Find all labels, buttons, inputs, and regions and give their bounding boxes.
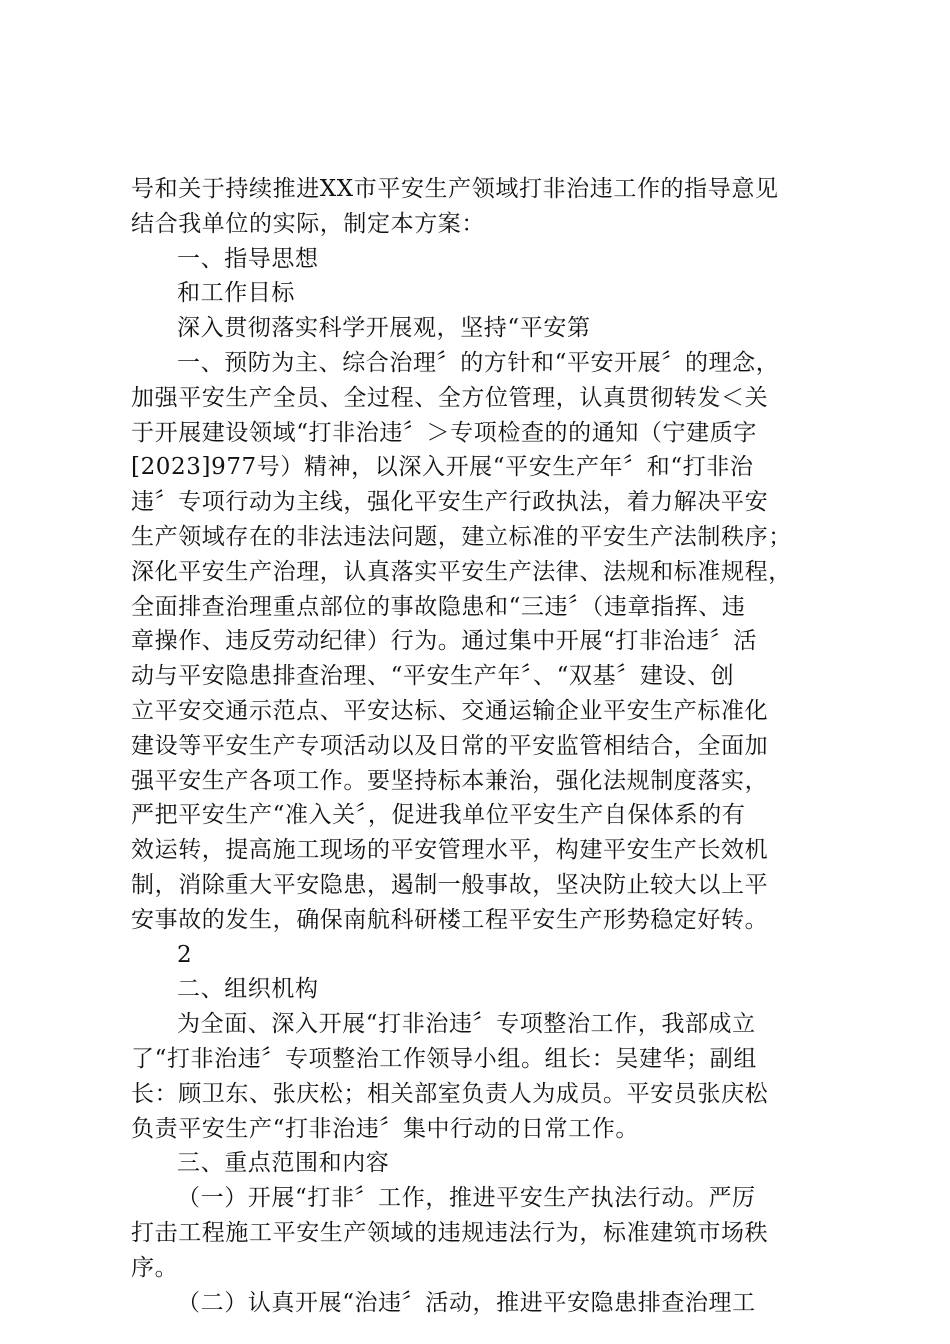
section-heading: 三、重点范围和内容 bbox=[177, 1150, 390, 1177]
text-line: 建设等平安生产专项活动以及日常的平安监管相结合，全面加 bbox=[131, 732, 769, 759]
text-line: 序。 bbox=[131, 1254, 179, 1281]
text-line: 结合我单位的实际，制定本方案： bbox=[131, 210, 485, 237]
text-line: 和工作目标 bbox=[177, 280, 295, 307]
text-line: 打击工程施工平安生产领域的违规违法行为，标准建筑市场秩 bbox=[131, 1219, 769, 1246]
text-line: 于开展建设领域“打非治违〞＞专项检查的的通知（宁建质字 bbox=[131, 419, 757, 446]
text-line: 号和关于持续推进XX市平安生产领域打非治违工作的指导意见 bbox=[131, 176, 779, 202]
page-number: 2 bbox=[177, 941, 193, 968]
text-line: 制，消除重大平安隐患，遏制一般事故，坚决防止较大以上平 bbox=[131, 871, 769, 898]
text-line: 立平安交通示范点、平安达标、交通运输企业平安生产标准化 bbox=[131, 697, 769, 724]
text-line: 生产领域存在的非法违法问题，建立标准的平安生产法制秩序； bbox=[131, 523, 792, 550]
text-line: 安事故的发生，确保南航科研楼工程平安生产形势稳定好转。 bbox=[131, 906, 769, 933]
document-body bbox=[131, 172, 831, 1320]
section-heading: 二、组织机构 bbox=[177, 976, 319, 1003]
text-line: 全面排查治理重点部位的事故隐患和“三违〞（违章指挥、违 bbox=[131, 593, 746, 620]
text-line: 深入贯彻落实科学开展观，坚持“平安第 bbox=[177, 315, 591, 342]
text-line: 为全面、深入开展“打非治违〞专项整治工作，我部成立 bbox=[177, 1011, 756, 1038]
text-line: （二）认真开展“治违〞活动，推进平安隐患排查治理工 bbox=[177, 1289, 756, 1316]
text-line: 一、预防为主、综合治理〞的方针和“平安开展〞的理念， bbox=[177, 349, 780, 376]
text-line: 加强平安生产全员、全过程、全方位管理，认真贯彻转发＜关 bbox=[131, 384, 769, 411]
text-line: 长：顾卫东、张庆松；相关部室负责人为成员。平安员张庆松 bbox=[131, 1080, 769, 1107]
text-line: （一）开展“打非〞工作，推进平安生产执法行动。严厉 bbox=[177, 1185, 756, 1212]
text-line: 强平安生产各项工作。要坚持标本兼治，强化法规制度落实， bbox=[131, 767, 769, 794]
section-heading: 一、指导思想 bbox=[177, 245, 319, 272]
text-line: [2023]977号）精神，以深入开展“平安生产年〞和“打非治 bbox=[131, 454, 754, 481]
text-line: 深化平安生产治理，认真落实平安生产法律、法规和标准规程， bbox=[131, 558, 792, 585]
text-line: 负责平安生产“打非治违〞集中行动的日常工作。 bbox=[131, 1115, 639, 1142]
text-line: 动与平安隐患排查治理、“平安生产年〞、“双基〞建设、创 bbox=[131, 663, 735, 690]
text-line: 章操作、违反劳动纪律）行为。通过集中开展“打非治违〞活 bbox=[131, 628, 757, 655]
text-line: 效运转，提高施工现场的平安管理水平，构建平安生产长效机 bbox=[131, 837, 769, 864]
text-line: 了“打非治违〞专项整治工作领导小组。组长：吴建华；副组 bbox=[131, 1045, 757, 1072]
text-line: 严把平安生产“准入关〞，促进我单位平安生产自保体系的有 bbox=[131, 802, 746, 829]
text-line: 违〞专项行动为主线，强化平安生产行政执法，着力解决平安 bbox=[131, 489, 769, 516]
